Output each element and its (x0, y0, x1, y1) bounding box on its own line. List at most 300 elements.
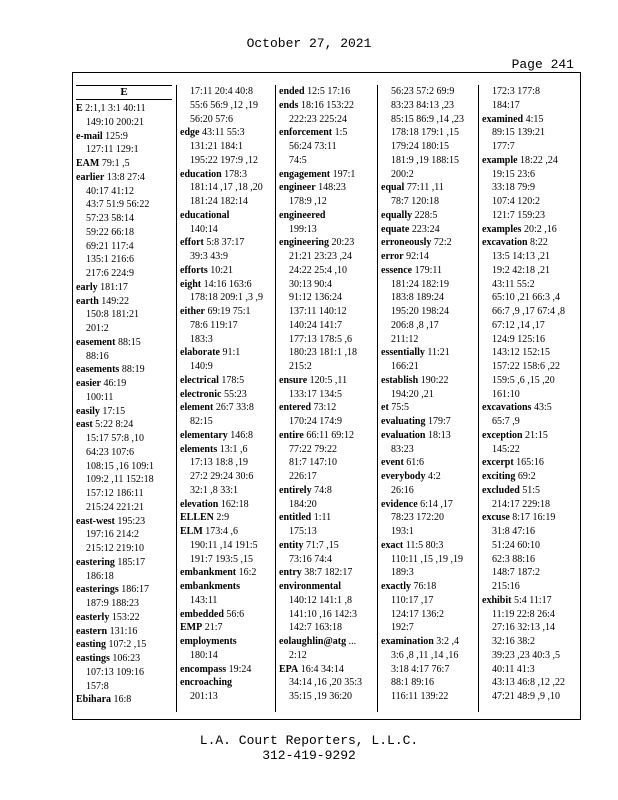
index-term: establish (381, 374, 419, 386)
index-entry-continuation: 175:13 (289, 526, 317, 537)
page-references: 19:24 (226, 663, 252, 675)
page-references: 16:4 34:14 (298, 663, 344, 675)
index-entry (381, 470, 479, 484)
index-entry-continuation: 81:7 147:10 (289, 457, 338, 469)
index-entry-continuation: 214:17 229:18 (492, 498, 551, 510)
index-term: entered (279, 402, 312, 414)
index-entry-continuation: 43:11 55:2 (492, 278, 535, 290)
index-entry (279, 401, 377, 415)
index-entry-continuation: 143:11 (190, 594, 218, 606)
index-entry-continuation: 62:3 88:16 (492, 553, 536, 565)
index-entry-continuation: 121:7 159:23 (492, 209, 546, 221)
index-entry-continuation: 66:7 ,9 ,17 67:4 ,8 (492, 306, 566, 317)
index-entry-continuation: 27:2 29:24 30:6 (190, 471, 254, 482)
page-references: 13:1 ,6 (217, 443, 248, 455)
index-entry-continuation: 109:2 ,11 152:18 (86, 474, 154, 486)
index-entry-continuation: 110:17 ,17 (391, 594, 434, 606)
index-entry-continuation: 85:15 86:9 ,14 ,23 (391, 113, 465, 125)
index-entry (279, 209, 377, 223)
index-term: exact (381, 539, 404, 551)
index-entry-continuation: 39:23 ,23 40:3 ,5 (492, 649, 561, 661)
index-entry-continuation: 178:18 209:1 ,3 ,9 (190, 292, 264, 304)
index-term: embankment (180, 567, 237, 579)
index-entry-continuation: 39:3 43:9 (190, 251, 229, 262)
index-entry (76, 130, 172, 144)
index-term: embedded (180, 608, 224, 620)
index-entry-continuation: 187:9 188:23 (86, 598, 140, 609)
index-entry (381, 346, 479, 360)
index-entry-continuation: 19:2 42:18 ,21 (492, 264, 551, 276)
index-entry (482, 594, 580, 608)
page-references: 178:3 (221, 168, 247, 180)
page-references: 16:2 (236, 567, 257, 579)
index-entry (76, 171, 172, 185)
page-references: 56:6 (223, 608, 245, 620)
page-references: 4:2 (425, 471, 441, 482)
index-entry-continuation: 137:11 140:12 (289, 306, 347, 317)
index-entry (76, 377, 172, 391)
index-term: entire (279, 429, 304, 441)
index-entry-continuation: 40:17 41:12 (86, 185, 135, 197)
index-term: easier (76, 378, 101, 389)
index-entry-continuation: 74:5 (289, 154, 307, 166)
index-entry-continuation: 206:8 ,8 ,17 (391, 319, 439, 331)
index-entry-continuation: 143:12 152:15 (492, 347, 551, 359)
index-entry (381, 250, 479, 264)
index-entry-continuation: 27:16 32:13 ,14 (492, 622, 556, 634)
index-term: electrical (180, 374, 219, 386)
page-references: 88:19 (119, 364, 145, 376)
page-references: 92:14 (403, 251, 429, 262)
page-references: ... (346, 636, 357, 647)
index-entry-continuation: 43:13 46:8 ,12 ,22 (492, 677, 566, 689)
index-entry-continuation: 116:11 139:22 (391, 691, 449, 702)
index-entry (76, 405, 172, 419)
index-term: effort (180, 237, 204, 249)
page-references: 4:15 (523, 113, 544, 125)
index-entry-continuation: 184:17 (492, 99, 520, 111)
page-references: 14:16 163:6 (201, 278, 252, 290)
index-entry-continuation: 178:18 179:1 ,15 (391, 127, 460, 139)
page-number: Page 241 (511, 57, 574, 72)
index-term: example (482, 154, 518, 166)
index-entry (76, 336, 172, 350)
index-term: evidence (381, 498, 418, 510)
index-entry (279, 566, 377, 580)
index-entry-continuation: 3:18 4:17 76:7 (391, 663, 450, 675)
index-entry-continuation: 67:12 ,14 ,17 (492, 319, 545, 331)
page-references: 125:9 (102, 130, 128, 142)
index-term: equate (381, 223, 410, 235)
index-entry-continuation: 83:23 84:13 ,23 (391, 99, 455, 111)
index-entry-continuation: 73:16 74:4 (289, 553, 333, 565)
index-entry (76, 418, 172, 432)
page-references: 46:19 (101, 378, 127, 389)
index-entry-continuation: 69:21 117:4 (86, 240, 134, 252)
index-entry (279, 99, 377, 113)
index-term: equal (381, 182, 405, 194)
index-entry-continuation: 26:16 (391, 484, 414, 496)
index-entry-continuation: 64:23 107:6 (86, 446, 135, 458)
index-entry-continuation: 51:24 60:10 (492, 539, 541, 551)
index-term: evaluation (381, 429, 426, 441)
page-references: 61:6 (403, 457, 425, 469)
index-term: eastern (76, 625, 108, 637)
index-entry (279, 539, 377, 553)
index-entry-continuation: 194:20 ,21 (391, 388, 434, 400)
index-entry (279, 580, 377, 594)
page-references: 72:2 (431, 237, 452, 249)
index-entry (381, 374, 479, 388)
index-term: excavation (482, 237, 528, 249)
index-entry (482, 456, 580, 470)
index-entry (180, 209, 276, 223)
index-term: erroneously (381, 237, 432, 249)
index-entry-continuation: 131:21 184:1 (190, 141, 244, 152)
index-entry (180, 676, 276, 690)
page-references: 21:7 (202, 622, 223, 634)
index-term: eastings (76, 653, 110, 664)
page-references: 20:23 (329, 237, 355, 249)
page-references: 2:9 (213, 512, 230, 524)
index-entry (279, 429, 377, 443)
page-references: 38:7 182:17 (301, 567, 353, 579)
index-entry (381, 539, 479, 553)
page-references: 26:7 33:8 (213, 402, 254, 414)
index-entry-continuation: 82:15 (190, 416, 213, 427)
page-references: 55:23 (221, 388, 247, 400)
index-term: excavations (482, 402, 532, 414)
index-entry-continuation: 19:15 23:6 (492, 168, 536, 180)
page-references: 18:16 153:22 (298, 99, 355, 111)
index-entry (482, 470, 580, 484)
index-term: environmental (279, 581, 342, 592)
index-term: entity (279, 539, 304, 551)
page-references: 73:12 (311, 402, 337, 414)
index-term: elevation (180, 498, 219, 510)
index-entry-continuation: 56:24 73:11 (289, 141, 337, 152)
index-entry-continuation: 56:20 57:6 (190, 113, 234, 125)
page-references: 146:8 (227, 429, 254, 441)
index-entry-continuation: 78:6 119:17 (190, 319, 238, 331)
index-entry-continuation: 177:13 178:5 ,6 (289, 333, 353, 345)
index-term: engineer (279, 182, 316, 194)
index-entry-continuation: 65:7 ,9 (492, 416, 520, 427)
index-entry (76, 295, 172, 309)
index-entry (180, 126, 276, 140)
index-term: error (381, 251, 404, 262)
index-entry (279, 181, 377, 195)
index-entry-continuation: 78:7 120:18 (391, 196, 440, 207)
index-entry (180, 443, 276, 457)
page-references: 21:15 (522, 429, 548, 441)
index-entry-continuation: 107:4 120:2 (492, 196, 541, 207)
index-term: earth (76, 295, 99, 307)
index-entry-continuation: 83:23 (391, 443, 414, 455)
index-entry-continuation: 142:7 163:18 (289, 622, 343, 634)
index-entry-continuation: 192:7 (391, 622, 414, 634)
page-references: 153:22 (109, 611, 140, 623)
index-term: engineering (279, 237, 329, 249)
index-entry-continuation: 166:21 (391, 361, 419, 372)
index-term: Ebihara (76, 694, 112, 706)
page-references: 12:5 17:16 (304, 86, 351, 97)
index-entry (76, 157, 172, 171)
index-entry (482, 113, 580, 127)
index-entry-continuation: 107:13 109:16 (86, 666, 145, 678)
index-term: engagement (279, 168, 331, 180)
index-entry (180, 635, 276, 649)
index-term: everybody (381, 471, 426, 482)
page-references: 43:5 (531, 402, 552, 414)
index-term: edge (180, 127, 200, 139)
index-entry-continuation: 181:9 ,19 188:15 (391, 154, 460, 166)
page-references: 5:4 11:17 (511, 594, 552, 606)
index-term: et (381, 402, 389, 414)
index-entry-continuation: 124:17 136:2 (391, 608, 445, 620)
index-entry-continuation: 170:24 174:9 (289, 416, 343, 427)
page-references: 178:5 (218, 374, 245, 386)
index-term: ends (279, 99, 299, 111)
index-entry-continuation: 47:21 48:9 ,9 ,10 (492, 691, 561, 702)
page-references: 149:22 (98, 295, 130, 307)
index-entry-continuation: 56:23 57:2 69:9 (391, 86, 455, 97)
index-entry-continuation: 193:1 (391, 526, 414, 537)
page-references: 43:11 55:3 (199, 127, 245, 139)
index-term: e-mail (76, 130, 103, 142)
index-term: east-west (76, 515, 115, 527)
index-entry (180, 566, 276, 580)
index-entry-continuation: 201:2 (86, 323, 109, 334)
index-entry-continuation: 161:10 (492, 388, 520, 400)
page-references: 228:5 (412, 209, 438, 221)
index-entry (381, 456, 479, 470)
index-entry-continuation: 35:15 ,19 36:20 (289, 691, 353, 702)
index-term: essence (381, 264, 413, 276)
index-entry-continuation: 140:9 (190, 361, 213, 372)
page-references: 179:11 (412, 264, 443, 276)
index-term: exciting (482, 471, 516, 482)
index-entry-continuation: 145:22 (492, 443, 520, 455)
page-references: 1:5 (332, 127, 348, 139)
index-entry-continuation: 17:11 20:4 40:8 (190, 86, 253, 97)
index-entry-continuation: 43:7 51:9 56:22 (86, 199, 150, 211)
index-entry-continuation: 195:20 198:24 (391, 306, 450, 317)
index-term: element (180, 402, 214, 414)
index-term: examined (482, 113, 524, 125)
index-term: excuse (482, 512, 510, 524)
index-entry-continuation: 190:11 ,14 191:5 (190, 539, 258, 551)
page-references: 186:17 (118, 584, 150, 596)
index-term: exception (482, 429, 523, 441)
index-term: earlier (76, 171, 105, 183)
page-footer (0, 733, 618, 763)
index-entry-continuation: 195:22 197:9 ,12 (190, 154, 259, 166)
index-entry (180, 621, 276, 635)
page-references: 11:5 80:3 (403, 539, 444, 551)
index-entry (482, 429, 580, 443)
index-entry-continuation: 183:3 (190, 333, 213, 345)
index-entry-continuation: 133:17 134:5 (289, 388, 343, 400)
index-entry-continuation: 140:24 141:7 (289, 319, 343, 331)
index-entry (180, 608, 276, 622)
index-entry (76, 611, 172, 625)
index-entry-continuation: 215:2 (289, 361, 312, 372)
index-entry (76, 652, 172, 666)
index-entry-continuation: 217:6 224:9 (86, 268, 135, 279)
index-entry-continuation: 110:11 ,15 ,19 ,19 (391, 553, 464, 565)
page-references: 131:16 (107, 625, 138, 637)
page-references: 190:22 (418, 374, 449, 386)
index-entry (180, 305, 276, 319)
page-references: 2:1,1 3:1 40:11 (82, 103, 146, 114)
index-term: equally (381, 209, 413, 221)
index-entry (381, 635, 479, 649)
index-entry-continuation: 184:20 (289, 498, 317, 510)
index-entry (279, 236, 377, 250)
page-references: 69:2 (515, 471, 536, 482)
index-entry (180, 401, 276, 415)
index-column-4 (377, 85, 479, 712)
index-entry (180, 525, 276, 539)
index-term: eastering (76, 556, 115, 568)
index-entry-continuation: 186:18 (86, 570, 114, 582)
page-references: 69:19 75:1 (205, 306, 251, 317)
index-entry-continuation: 215:16 (492, 581, 520, 592)
index-entry (381, 236, 479, 250)
index-entry-continuation: 181:24 182:19 (391, 278, 450, 290)
page-references: 18:13 (425, 429, 451, 441)
page-references: 66:11 69:12 (303, 429, 354, 441)
page-references: 8:17 16:19 (509, 512, 556, 524)
index-column-1 (76, 85, 172, 712)
index-entry (381, 580, 479, 594)
index-term: either (180, 306, 205, 317)
index-entry (279, 635, 377, 649)
index-entry (482, 154, 580, 168)
index-entry-continuation: 33:18 79:9 (492, 182, 536, 194)
index-term: early (76, 281, 98, 293)
index-entry (76, 363, 172, 377)
index-term: exhibit (482, 594, 512, 606)
index-entry-continuation: 222:23 225:24 (289, 113, 348, 125)
index-entry-continuation: 32:1 ,8 33:1 (190, 484, 239, 496)
index-entry (381, 181, 479, 195)
index-entry (180, 346, 276, 360)
index-entry-continuation: 157:8 (86, 680, 109, 692)
index-term: EAM (76, 158, 100, 169)
index-entry-continuation: 183:8 189:24 (391, 292, 445, 304)
index-entry-continuation: 108:15 ,16 109:1 (86, 460, 155, 472)
index-entry-continuation: 140:12 141:1 ,8 (289, 594, 353, 606)
index-entry-continuation: 11:19 22:8 26:4 (492, 608, 555, 620)
page-references: 1:11 (311, 512, 332, 524)
index-term: ensure (279, 374, 308, 386)
index-entry-continuation: 32:16 38:2 (492, 636, 536, 647)
index-entry-continuation: 215:24 221:21 (86, 501, 145, 513)
index-entry (180, 236, 276, 250)
index-term: entirely (279, 484, 312, 496)
index-entry-continuation: 215:12 219:10 (86, 543, 145, 554)
index-entry-continuation: 34:14 ,16 ,20 35:3 (289, 677, 363, 689)
index-term: east (76, 419, 93, 431)
index-term: easements (76, 364, 120, 376)
page-references: 5:22 8:24 (92, 419, 134, 431)
index-term: electronic (180, 388, 222, 400)
index-term: ELLEN (180, 512, 214, 524)
index-term: ended (279, 86, 305, 97)
page-references: 71:7 ,15 (303, 539, 339, 551)
page-references: 223:24 (409, 223, 440, 235)
index-entry (279, 85, 377, 99)
index-entry-continuation: 181:24 182:14 (190, 196, 249, 207)
page-references: 179:7 (425, 416, 451, 427)
index-entry-continuation: 89:15 139:21 (492, 127, 546, 139)
index-entry-continuation: 77:22 79:22 (289, 443, 338, 455)
page-references: 20:2 ,16 (521, 223, 557, 235)
footer-phone: 312-419-9292 (262, 748, 356, 763)
index-entry (180, 388, 276, 402)
index-entry-continuation: 17:13 18:8 ,19 (190, 457, 249, 469)
page-references: 79:1 ,5 (99, 158, 130, 169)
index-entry (76, 281, 172, 295)
index-term: easily (76, 405, 100, 417)
page-references: 74:8 (311, 484, 332, 496)
index-entry (76, 102, 172, 116)
page-references: 120:5 ,11 (307, 374, 348, 386)
page-references: 51:5 (519, 484, 541, 496)
index-entry-continuation: 2:12 (289, 649, 307, 661)
index-entry-continuation: 148:7 187:2 (492, 567, 541, 579)
index-term: embankments (180, 581, 241, 592)
index-entry (180, 663, 276, 677)
index-entry-continuation: 78:23 172:20 (391, 512, 445, 524)
footer-company: L.A. Court Reporters, L.L.C. (199, 733, 419, 748)
index-entry (76, 583, 172, 597)
index-entry (279, 663, 377, 677)
index-term: elaborate (180, 347, 220, 359)
index-entry-continuation: 159:5 ,6 ,15 ,20 (492, 374, 555, 386)
index-entry (381, 209, 479, 223)
index-term: easting (76, 639, 106, 651)
header-date: October 27, 2021 (246, 36, 372, 51)
index-entry-continuation: 21:21 23:23 ,24 (289, 251, 353, 262)
index-entry (381, 264, 479, 278)
page-references: 88:15 (115, 336, 141, 348)
index-entry-continuation: 100:11 (86, 391, 114, 403)
index-entry-continuation: 13:5 14:13 ,21 (492, 251, 551, 262)
index-term: examination (381, 636, 434, 647)
page-references: 17:15 (99, 405, 126, 417)
index-entry-continuation: 135:1 216:6 (86, 254, 135, 266)
index-term: efforts (180, 264, 208, 276)
index-entry-continuation: 172:3 177:8 (492, 86, 541, 97)
index-entry-continuation: 30:13 90:4 (289, 278, 333, 290)
index-term: educational (180, 209, 230, 221)
index-entry (482, 223, 580, 237)
index-entry-continuation: 57:23 58:14 (86, 213, 135, 224)
index-entry-continuation: 140:14 (190, 223, 218, 235)
index-entry-continuation: 88:16 (86, 350, 109, 362)
index-term: EPA (279, 663, 299, 675)
index-entry (381, 415, 479, 429)
page-references: 10:21 (207, 264, 234, 276)
index-entry (180, 429, 276, 443)
index-term: excerpt (482, 457, 514, 469)
index-term: ELM (180, 526, 203, 537)
index-term: entitled (279, 512, 312, 524)
index-column-3 (275, 85, 377, 712)
